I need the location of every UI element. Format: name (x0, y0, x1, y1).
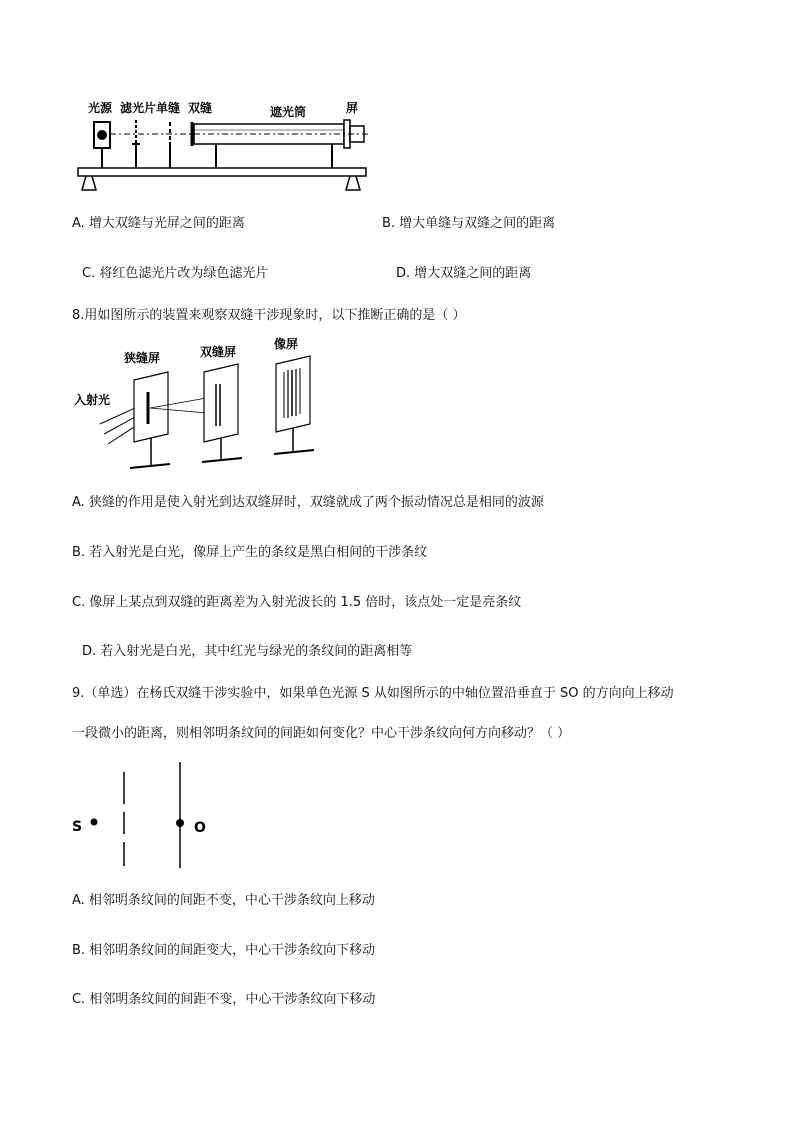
q9-stem-line1: 9.（单选）在杨氏双缝干涉实验中，如果单色光源 S 从如图所示的中轴位置沿垂直于 SO 的方向向上移动 (72, 686, 674, 701)
q9-option-c: C. 相邻明条纹间的间距不变，中心干涉条纹向下移动 (72, 992, 376, 1007)
q8-option-b: B. 若入射光是白光，像屏上产生的条纹是黑白相间的干涉条纹 (72, 545, 428, 560)
q9-stem-line2: 一段微小的距离，则相邻明条纹间的间距如何变化？中心干涉条纹向何方向移动？（ ） (72, 726, 571, 741)
label-center-o: O (194, 820, 206, 836)
q7-option-c: C. 将红色滤光片改为绿色滤光片 (82, 266, 269, 281)
label-double-slit-screen: 双缝屏 (200, 345, 237, 359)
double-slit-setup-figure (70, 334, 330, 474)
label-image-screen: 像屏 (274, 337, 299, 351)
q8-option-d: D. 若入射光是白光，其中红光与绿光的条纹间的距离相等 (82, 644, 413, 659)
q9-option-b: B. 相邻明条纹间的间距变大，中心干涉条纹向下移动 (72, 943, 376, 958)
label-double-slit: 双缝 (188, 101, 213, 115)
q7-option-d: D. 增大双缝之间的距离 (396, 266, 532, 281)
q9-option-a: A. 相邻明条纹间的间距不变，中心干涉条纹向上移动 (72, 893, 375, 908)
young-experiment-figure (70, 758, 230, 870)
q8-option-a: A. 狭缝的作用是使入射光到达双缝屏时，双缝就成了两个振动情况总是相同的波源 (72, 495, 544, 510)
label-filter: 滤光片 (120, 101, 157, 115)
label-light-source: 光源 (88, 101, 113, 115)
label-screen: 屏 (346, 101, 359, 115)
q7-option-b: B. 增大单缝与双缝之间的距离 (382, 216, 556, 231)
label-narrow-slit-screen: 狭缝屏 (124, 351, 161, 365)
label-source-s: S (72, 819, 83, 835)
label-incident-light: 入射光 (74, 393, 111, 407)
optical-bench-figure (70, 98, 370, 198)
label-single-slit: 单缝 (156, 101, 181, 115)
q8-option-c: C. 像屏上某点到双缝的距离差为入射光波长的 1.5 倍时，该点处一定是亮条纹 (72, 595, 522, 610)
label-tube: 遮光筒 (270, 105, 307, 119)
q8-stem: 8.用如图所示的装置来观察双缝干涉现象时，以下推断正确的是（ ） (72, 308, 466, 323)
q7-option-a: A. 增大双缝与光屏之间的距离 (72, 216, 245, 231)
